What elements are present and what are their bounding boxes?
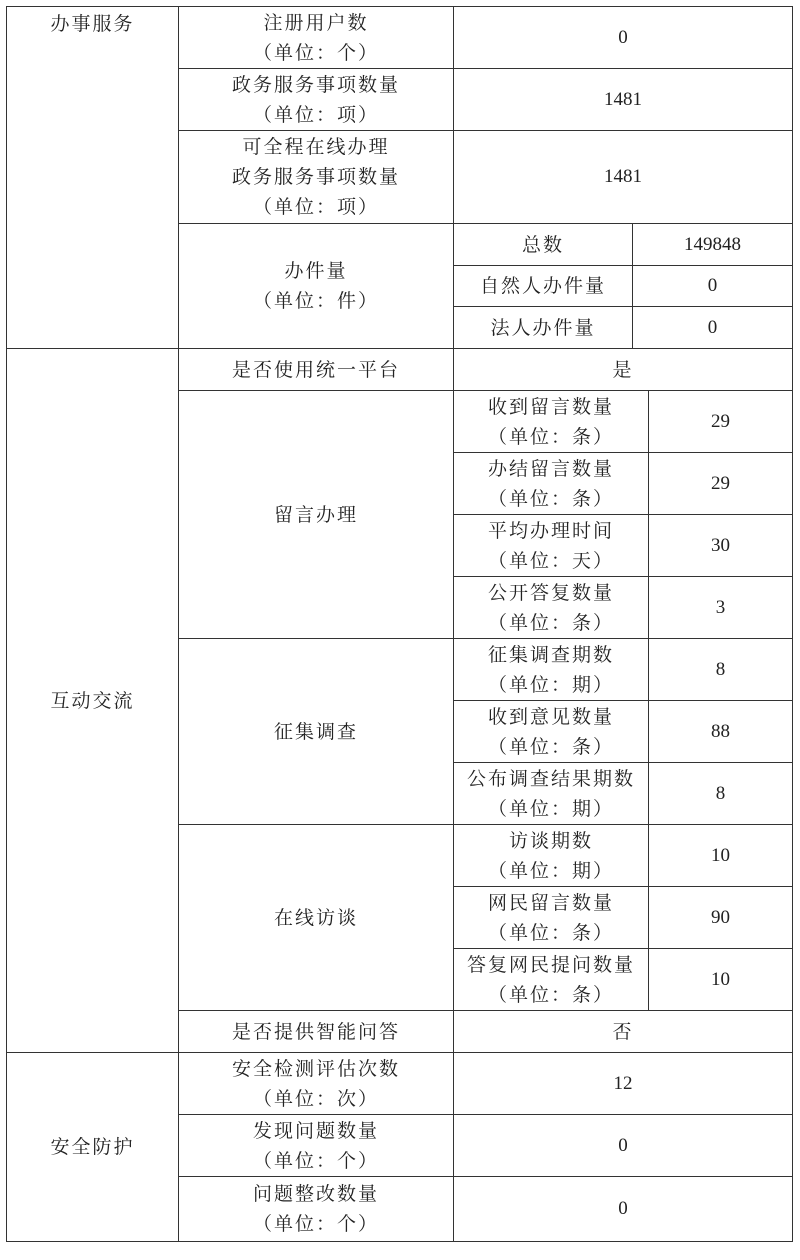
value-case-natural-person: 0 — [632, 265, 793, 307]
value-opinions-received: 88 — [648, 700, 793, 763]
label-public-replies: 公开答复数量 （单位：条） — [453, 576, 649, 639]
label-message-handling: 留言办理 — [178, 390, 454, 639]
value-issues-fixed: 0 — [453, 1176, 793, 1242]
value-messages-received: 29 — [648, 390, 793, 453]
label-case-natural-person: 自然人办件量 — [453, 265, 633, 307]
label-opinions-received: 收到意见数量 （单位：条） — [453, 700, 649, 763]
label-security-assessments: 安全检测评估次数 （单位：次） — [178, 1052, 454, 1115]
value-public-replies: 3 — [648, 576, 793, 639]
label-interview-periods: 访谈期数 （单位：期） — [453, 824, 649, 887]
section-header-interaction: 互动交流 — [6, 348, 179, 1053]
value-security-assessments: 12 — [453, 1052, 793, 1115]
value-interview-periods: 10 — [648, 824, 793, 887]
label-registered-users: 注册用户数 （单位：个） — [178, 6, 454, 69]
value-netizen-messages: 90 — [648, 886, 793, 949]
value-messages-completed: 29 — [648, 452, 793, 515]
label-issues-fixed: 问题整改数量 （单位：个） — [178, 1176, 454, 1242]
label-issues-found: 发现问题数量 （单位：个） — [178, 1114, 454, 1177]
label-survey: 征集调查 — [178, 638, 454, 825]
label-messages-completed: 办结留言数量 （单位：条） — [453, 452, 649, 515]
label-case-volume: 办件量 （单位：件） — [178, 223, 454, 349]
label-survey-periods: 征集调查期数 （单位：期） — [453, 638, 649, 701]
value-avg-handling-time: 30 — [648, 514, 793, 577]
value-survey-periods: 8 — [648, 638, 793, 701]
label-unified-platform: 是否使用统一平台 — [178, 348, 454, 391]
value-case-total: 149848 — [632, 223, 793, 266]
label-avg-handling-time: 平均办理时间 （单位：天） — [453, 514, 649, 577]
label-case-total: 总数 — [453, 223, 633, 266]
label-messages-received: 收到留言数量 （单位：条） — [453, 390, 649, 453]
value-smart-qa: 否 — [453, 1010, 793, 1053]
label-online-interview: 在线访谈 — [178, 824, 454, 1011]
label-netizen-messages: 网民留言数量 （单位：条） — [453, 886, 649, 949]
value-service-items: 1481 — [453, 68, 793, 131]
label-online-service-items: 可全程在线办理 政务服务事项数量 （单位：项） — [178, 130, 454, 224]
value-registered-users: 0 — [453, 6, 793, 69]
value-survey-results-published: 8 — [648, 762, 793, 825]
label-smart-qa: 是否提供智能问答 — [178, 1010, 454, 1053]
section-label: 办事服务 — [50, 13, 135, 35]
value-netizen-questions-answered: 10 — [648, 948, 793, 1011]
value-case-legal-person: 0 — [632, 306, 793, 349]
value-online-service-items: 1481 — [453, 130, 793, 224]
label-service-items: 政务服务事项数量 （单位：项） — [178, 68, 454, 131]
label-netizen-questions-answered: 答复网民提问数量 （单位：条） — [453, 948, 649, 1011]
label-case-legal-person: 法人办件量 — [453, 306, 633, 349]
section-header-security: 安全防护 — [6, 1052, 179, 1242]
label-survey-results-published: 公布调查结果期数 （单位：期） — [453, 762, 649, 825]
value-issues-found: 0 — [453, 1114, 793, 1177]
value-unified-platform: 是 — [453, 348, 793, 391]
section-header-service — [6, 6, 179, 349]
